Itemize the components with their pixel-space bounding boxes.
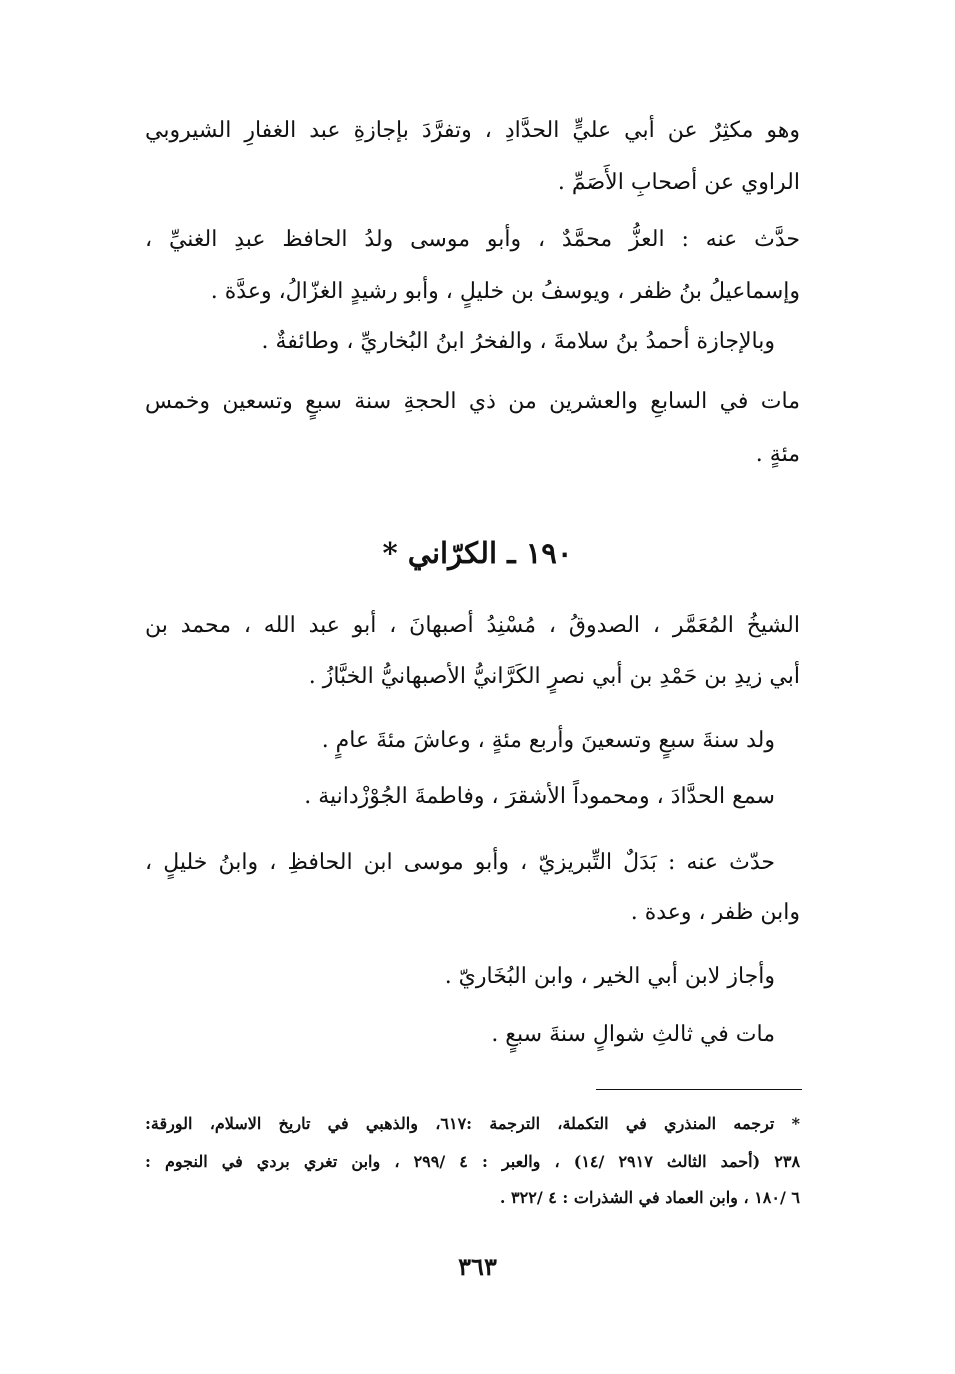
entry-heading: ١٩٠ ـ الكرّاني * [382,536,573,570]
text-line: مات في السابعِ والعشرين من ذي الحجةِ سنة سبعٍ وتسعين وخمس [145,389,800,414]
text-line: الشيخُ المُعَمَّر ، الصدوقُ ، مُسْنِدُ أصبهانَ ، أبو عبد الله ، محمد بن [145,613,800,638]
text-line: مات في ثالثِ شوالٍ سنةَ سبعٍ . [491,1022,775,1047]
text-line: وأجاز لابن أبي الخير ، وابن البُخَاريّ . [444,964,775,989]
text-line: سمع الحدَّادَ ، ومحموداً الأشقرَ ، وفاطمةَ الجُوْزْدانية . [304,784,775,809]
footnote-line: * ترجمه المنذري في التكملة، الترجمة :٦١٧، والذهبي في تاريخ الاسلام، الورقة: [145,1114,800,1133]
text-line: الراوي عن أصحابِ الأَصَمِّ . [557,170,800,195]
text-line: وبالإجازة أحمدُ بنُ سلامةَ ، والفخرُ ابنُ البُخاريِّ ، وطائفةٌ . [261,329,775,354]
text-line: وابن ظفر ، وعدة . [630,900,800,925]
footnote-divider [596,1089,802,1090]
text-line: ولد سنةَ سبعٍ وتسعينَ وأربع مئةٍ ، وعاشَ مئةَ عامٍ . [321,728,775,753]
footnote-line: ٢٣٨ (أحمد الثالث ٢٩١٧ /١٤) ، والعبر : ٤ /٢٩٩ ، وابن تغري بردي في النجوم : [145,1152,801,1171]
text-line: مئةٍ . [755,442,800,467]
text-line: وهو مكثِرٌ عن أبي عليٍّ الحدَّادِ ، وتفرَّدَ بإجازةِ عبد الغفارِ الشيروبي [145,118,800,143]
text-line: حدَّث عنه : العزُّ محمَّدٌ ، وأبو موسى ولدُ الحافظ عبدِ الغنيِّ ، [145,227,800,252]
text-line: أبي زيدِ بن حَمْدِ بن أبي نصرٍ الكَرَّانيُّ الأصبهانيُّ الخبَّازُ . [308,664,800,689]
page-number: ٣٦٣ [458,1252,497,1281]
text-line: حدّث عنه : بَدَلٌ التِّبريزيّ ، وأبو موسى ابن الحافظِ ، وابنُ خليلٍ ، [145,850,775,875]
footnote-line: ٦ /١٨٠ ، وابن العماد في الشذرات : ٤ /٣٢٢ . [499,1188,800,1207]
text-line: وإسماعيلُ بنُ ظفر ، ويوسفُ بن خليلٍ ، وأبو رشيدٍ الغزّالُ، وعدَّة . [210,279,800,304]
